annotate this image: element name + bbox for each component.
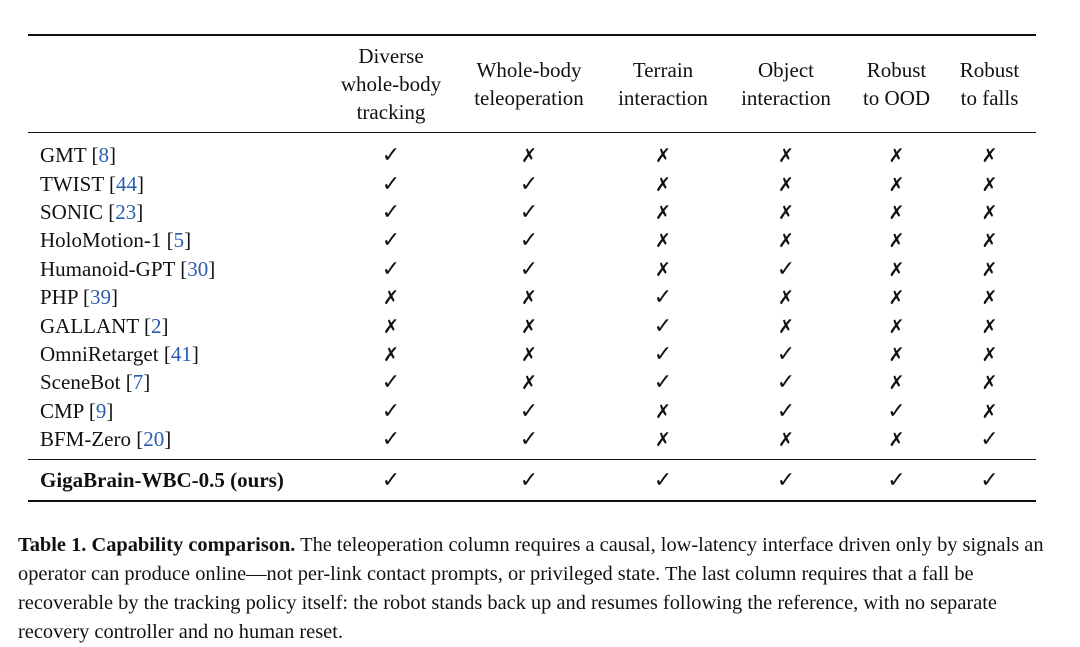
capability-mark: ✗ [888,372,905,395]
mark-cell-ood [850,368,943,396]
mark-cell-terrain [604,133,722,170]
mark-cell-ood [850,198,943,226]
capability-mark: ✗ [521,287,537,310]
table-row [28,133,1036,170]
table-row [28,169,1036,197]
capability-mark: ✗ [521,343,537,366]
capability-mark: ✗ [778,287,794,310]
citation-link[interactable]: 20 [143,427,165,452]
method-name-cell: BFM-Zero [20] [40,427,172,452]
ours-mark: ✓ [381,467,401,493]
capability-mark: ✗ [981,230,998,253]
capability-mark: ✗ [655,145,671,168]
mark-cell-object [722,198,850,226]
capability-mark: ✓ [776,256,796,282]
mark-cell-teleoperation [454,425,604,460]
capability-mark: ✗ [888,173,905,196]
mark-cell-object [722,133,850,170]
capability-mark: ✗ [778,173,794,196]
capability-mark: ✓ [381,427,401,453]
mark-cell-diverse-tracking [328,311,454,339]
mark-cell-diverse-tracking [328,283,454,311]
methods-body [28,133,1036,460]
table-header-row [28,35,1036,133]
mark-cell-diverse-tracking [328,368,454,396]
mark-cell-teleoperation [454,368,604,396]
capability-mark: ✓ [519,199,539,225]
method-name-cell: TWIST [44] [40,171,145,196]
citation-link[interactable]: 23 [115,199,137,224]
capability-mark: ✗ [888,201,905,224]
mark-cell-falls [943,425,1036,460]
mark-cell-ood [850,169,943,197]
capability-mark: ✗ [981,287,998,310]
mark-cell-ood [850,255,943,283]
method-name-cell: GALLANT [2] [40,313,169,338]
capability-mark: ✗ [383,287,399,310]
method-name: GMT [40,143,87,168]
capability-table-container [28,34,1036,502]
mark-cell-diverse-tracking [328,397,454,425]
capability-mark: ✗ [981,343,998,366]
capability-mark: ✗ [888,343,905,366]
method-name: TWIST [40,171,104,196]
capability-mark: ✓ [519,228,539,254]
table-row [28,311,1036,339]
method-name: HoloMotion-1 [40,228,162,253]
ours-body [28,460,1036,502]
mark-cell-teleoperation [454,311,604,339]
mark-cell-ood [850,425,943,460]
table-row [28,226,1036,254]
method-name-cell: Humanoid-GPT [30] [40,256,216,281]
mark-cell-teleoperation [454,133,604,170]
ours-mark-falls [943,460,1036,502]
capability-mark: ✓ [381,143,401,169]
capability-mark: ✗ [981,258,998,281]
mark-cell-terrain [604,198,722,226]
method-name-cell: OmniRetarget [41] [40,341,199,366]
mark-cell-falls [943,340,1036,368]
mark-cell-diverse-tracking [328,425,454,460]
ours-mark: ✓ [519,467,539,493]
header-terrain-interaction: Terrain interaction [618,58,708,110]
mark-cell-diverse-tracking [328,198,454,226]
mark-cell-ood [850,340,943,368]
capability-mark: ✓ [653,341,673,367]
mark-cell-terrain [604,283,722,311]
mark-cell-terrain [604,169,722,197]
capability-mark: ✓ [519,427,539,453]
mark-cell-terrain [604,368,722,396]
citation-link[interactable]: 5 [173,228,185,253]
capability-mark: ✗ [778,230,794,253]
ours-mark: ✓ [887,467,906,493]
ours-mark-teleoperation [454,460,604,502]
table-row [28,198,1036,226]
capability-mark: ✓ [381,199,401,225]
capability-mark: ✗ [888,287,905,310]
mark-cell-terrain [604,255,722,283]
mark-cell-object [722,368,850,396]
mark-cell-falls [943,255,1036,283]
capability-mark: ✗ [981,372,998,395]
mark-cell-diverse-tracking [328,340,454,368]
mark-cell-diverse-tracking [328,169,454,197]
capability-mark: ✗ [778,429,794,452]
mark-cell-terrain [604,397,722,425]
capability-mark: ✗ [655,173,671,196]
mark-cell-terrain [604,425,722,460]
capability-mark: ✓ [381,370,401,396]
capability-mark: ✗ [888,315,905,338]
capability-mark: ✗ [778,201,794,224]
mark-cell-ood [850,226,943,254]
capability-mark: ✓ [776,370,796,396]
header-diverse-tracking: Diverse whole-body tracking [340,44,442,124]
header-robust-falls: Robust to falls [959,58,1020,110]
citation-link[interactable]: 44 [116,171,138,196]
ours-mark-ood [850,460,943,502]
table-row-ours [28,460,1036,502]
capability-mark: ✗ [981,173,998,196]
capability-comparison-table [28,34,1036,502]
capability-mark: ✗ [981,201,998,224]
mark-cell-terrain [604,311,722,339]
capability-mark: ✓ [653,313,673,339]
method-name: CMP [40,398,84,423]
table-row [28,368,1036,396]
capability-mark: ✓ [653,370,673,396]
capability-mark: ✗ [778,315,794,338]
method-name: SceneBot [40,370,121,395]
method-name-cell: SONIC [23] [40,199,144,224]
ours-mark-terrain [604,460,722,502]
mark-cell-object [722,340,850,368]
capability-mark: ✓ [776,341,796,367]
capability-mark: ✗ [981,145,998,168]
method-name-cell: PHP [39] [40,285,118,310]
header-object-interaction: Object interaction [741,58,831,110]
mark-cell-falls [943,397,1036,425]
table-row [28,255,1036,283]
citation-link[interactable]: 7 [132,370,144,395]
capability-mark: ✗ [888,258,905,281]
mark-cell-teleoperation [454,255,604,283]
capability-mark: ✗ [888,145,905,168]
capability-mark: ✗ [888,429,905,452]
capability-mark: ✗ [521,315,537,338]
mark-cell-object [722,397,850,425]
mark-cell-ood [850,283,943,311]
mark-cell-falls [943,368,1036,396]
mark-cell-diverse-tracking [328,133,454,170]
capability-mark: ✓ [887,398,906,424]
capability-mark: ✗ [888,230,905,253]
capability-mark: ✓ [381,256,401,282]
mark-cell-object [722,255,850,283]
capability-mark: ✗ [655,258,671,281]
method-name: BFM-Zero [40,427,131,452]
capability-mark: ✓ [381,171,401,197]
method-name-cell: SceneBot [7] [40,370,151,395]
capability-mark: ✓ [653,285,673,311]
ours-mark-object [722,460,850,502]
capability-mark: ✗ [981,315,998,338]
table-row [28,340,1036,368]
method-name-cell: HoloMotion-1 [5] [40,228,192,253]
header-method [28,35,328,133]
capability-mark: ✗ [655,429,671,452]
method-name: PHP [40,285,78,310]
capability-mark: ✓ [519,256,539,282]
mark-cell-object [722,425,850,460]
mark-cell-diverse-tracking [328,226,454,254]
method-name: Humanoid-GPT [40,256,175,281]
mark-cell-falls [943,169,1036,197]
capability-mark: ✗ [655,400,671,423]
capability-mark: ✗ [778,145,794,168]
method-name: GALLANT [40,313,139,338]
header-teleoperation: Whole-body teleoperation [474,58,584,110]
table-row [28,283,1036,311]
citation-link[interactable]: 30 [187,256,209,281]
mark-cell-object [722,311,850,339]
capability-mark: ✗ [383,343,399,366]
mark-cell-ood [850,133,943,170]
ours-method-name: GigaBrain-WBC-0.5 (ours) [40,467,284,492]
citation-link[interactable]: 39 [90,285,111,310]
mark-cell-diverse-tracking [328,255,454,283]
ours-mark: ✓ [776,467,796,493]
table-row [28,425,1036,460]
mark-cell-falls [943,198,1036,226]
mark-cell-teleoperation [454,169,604,197]
mark-cell-object [722,226,850,254]
ours-mark: ✓ [653,467,673,493]
method-name: SONIC [40,199,104,224]
mark-cell-terrain [604,340,722,368]
ours-mark: ✓ [980,467,999,493]
mark-cell-falls [943,311,1036,339]
caption-text: The teleoperation column requires a causal, low-latency interface driven only by signals an operator can produce online—not per-link contact prompts, or privileged state. The last column requires that a fall be recoverable by the tracking policy itself: the robot stands back up and resumes following the reference, with no separate recovery controller and no human reset. [18,534,1044,644]
capability-mark: ✓ [381,398,401,424]
mark-cell-ood [850,397,943,425]
table-row [28,397,1036,425]
method-name-cell: GMT [8] [40,143,117,168]
mark-cell-teleoperation [454,226,604,254]
mark-cell-falls [943,133,1036,170]
citation-link[interactable]: 41 [170,341,192,366]
capability-mark: ✗ [655,230,671,253]
capability-mark: ✗ [521,145,537,168]
citation-link[interactable]: 9 [95,398,107,423]
capability-mark: ✓ [519,398,539,424]
mark-cell-ood [850,311,943,339]
capability-mark: ✗ [383,315,399,338]
capability-mark: ✗ [521,372,537,395]
method-name-cell: CMP [9] [40,398,114,423]
mark-cell-teleoperation [454,397,604,425]
mark-cell-teleoperation [454,340,604,368]
citation-link[interactable]: 8 [98,143,110,168]
mark-cell-teleoperation [454,198,604,226]
mark-cell-teleoperation [454,283,604,311]
capability-mark: ✗ [981,400,998,423]
capability-mark: ✓ [519,171,539,197]
mark-cell-object [722,169,850,197]
citation-link[interactable]: 2 [151,313,162,338]
mark-cell-terrain [604,226,722,254]
method-name: OmniRetarget [40,341,159,366]
capability-mark: ✓ [381,228,401,254]
header-robust-ood: Robust to OOD [862,58,931,110]
table-caption [18,531,1058,647]
capability-mark: ✗ [655,201,671,224]
ours-mark-diverse-tracking [328,460,454,502]
mark-cell-falls [943,283,1036,311]
capability-mark: ✓ [980,427,999,453]
capability-mark: ✓ [776,398,796,424]
mark-cell-falls [943,226,1036,254]
mark-cell-object [722,283,850,311]
caption-label: Table 1. Capability comparison. [18,534,296,557]
